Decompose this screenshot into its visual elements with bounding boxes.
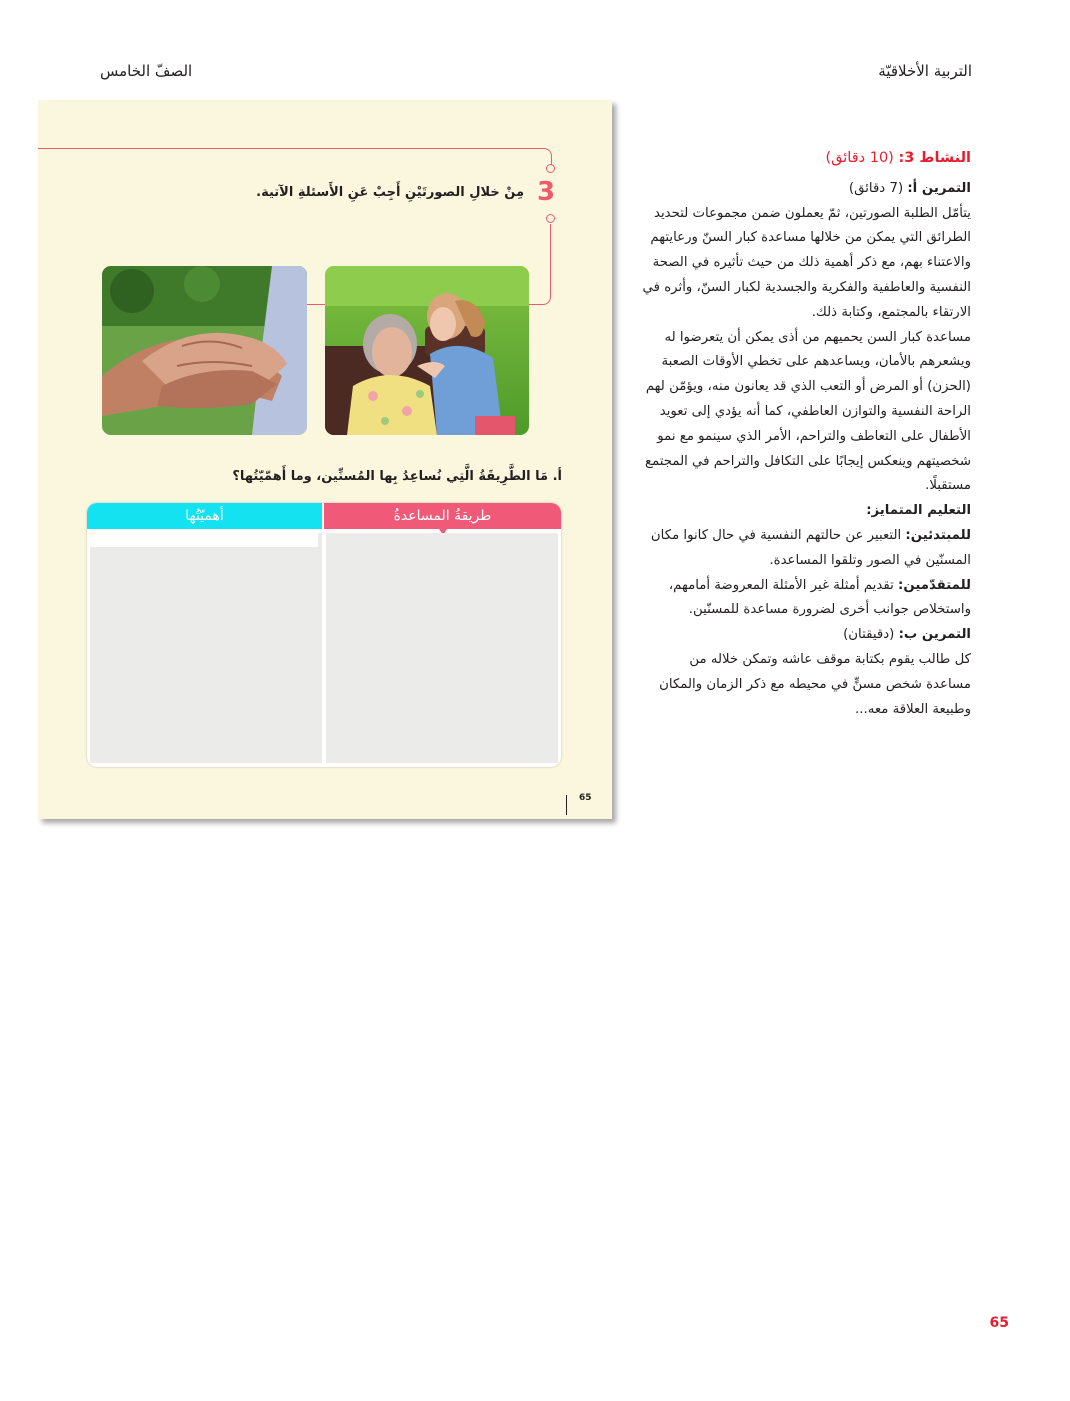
book-page-number: 65 — [579, 793, 592, 803]
answer-cell-importance[interactable] — [90, 533, 322, 763]
activity-label: النشاط 3: — [898, 150, 971, 166]
exercise-bracket-top — [38, 148, 552, 167]
beginners-text: التعبير عن حالتهم النفسية في حال كانوا مكان المسنّين في الصور وتلقوا المساعدة. — [650, 527, 971, 568]
bracket-dot-top — [546, 164, 555, 173]
exercise-a-label: التمرين أ: — [907, 180, 971, 196]
differentiated-heading: التعليم المتمايز: — [866, 503, 971, 519]
exercise-a-time: (7 دقائق) — [848, 180, 908, 196]
exercise-b-time: (دقيقتان) — [843, 627, 899, 643]
cell-top-strip — [90, 529, 318, 547]
advanced-item — [641, 574, 971, 624]
bracket-dot-bottom — [546, 214, 555, 223]
exercise-b-text: كل طالب يقوم بكتابة موقف عاشه وتمكن خلاله من مساعدة شخص مسنٍّ في محيطه مع ذكر الزمان والمكان وطبيعة العلاقة معه... — [659, 651, 971, 717]
column-header-importance: أهميّتُها — [87, 503, 322, 529]
exercise-a-text: يتأمّل الطلبة الصورتين، ثمّ يعملون ضمن مجموعات لتحديد الطرائق التي يمكن من خلالها مساعدة كبار السنّ ورعايتهم والاعتناء بهم، مع ذكر أهمية ذلك من حيث تأثيره في الصحة النفسية والعاطفية والفكرية والجسدية لكبار السنّ، وأثره في الارتقاء بالمجتمع، وكتابة ذلك. — [642, 205, 971, 320]
activity-title — [641, 146, 971, 171]
subject-header: التربية الأخلاقيّة — [878, 62, 972, 80]
teacher-guide-text — [641, 146, 971, 722]
advanced-text: تقديم أمثلة غير الأمثلة المعروضة أمامهم، واستخلاص جوانب أخرى لضرورة مساعدة للمسنّين. — [668, 577, 971, 618]
advanced-label: للمتقدّمين: — [898, 577, 971, 593]
exercise-instruction: مِنْ خلالِ الصورتَيْنِ أَجِبْ عَنِ الأَسئلةِ الآتية. — [256, 185, 524, 200]
grade-header: الصفّ الخامس — [100, 62, 193, 80]
question-a: أ. مَا الطَّرِيقَةُ الَّتِي نُساعِدُ بِها المُسنِّين، وما أَهمّيّتُها؟ — [232, 469, 562, 484]
photo-holding-hands — [102, 266, 307, 435]
page-number: 65 — [989, 1315, 1009, 1331]
paragraph-benefits: مساعدة كبار السن يحميهم من أذى يمكن أن يتعرضوا له ويشعرهم بالأمان، ويساعدهم على تخطي الأوقات الصعبة (الحزن) أو المرض أو التعب الذي قد يعانون منه، ويؤمّن لهم الراحة النفسية والتوازن العاطفي، كما أنه يؤدي إلى تعويد الأطفال على التعاطف والتراحم، الأمر الذي سينمو مع نمو شخصيتهم وينعكس إيجابًا على التكافل والتراحم في المجتمع مستقبلًا. — [645, 329, 971, 494]
exercise-number: 3 — [537, 177, 556, 207]
column-header-method: طريقةُ المساعدةُ — [324, 503, 561, 529]
exercise-b-heading — [641, 623, 971, 648]
activity-time: (10 دقائق) — [825, 150, 899, 166]
answer-cell-method[interactable] — [326, 533, 558, 763]
exercise-b-label: التمرين ب: — [898, 627, 971, 643]
answer-table — [87, 503, 561, 767]
beginners-item — [641, 524, 971, 574]
beginners-label: للمبتدئين: — [905, 527, 971, 543]
photo-elderly-woman-with-girl — [325, 266, 529, 435]
book-page-divider — [566, 795, 567, 815]
exercise-a-heading — [641, 177, 971, 202]
